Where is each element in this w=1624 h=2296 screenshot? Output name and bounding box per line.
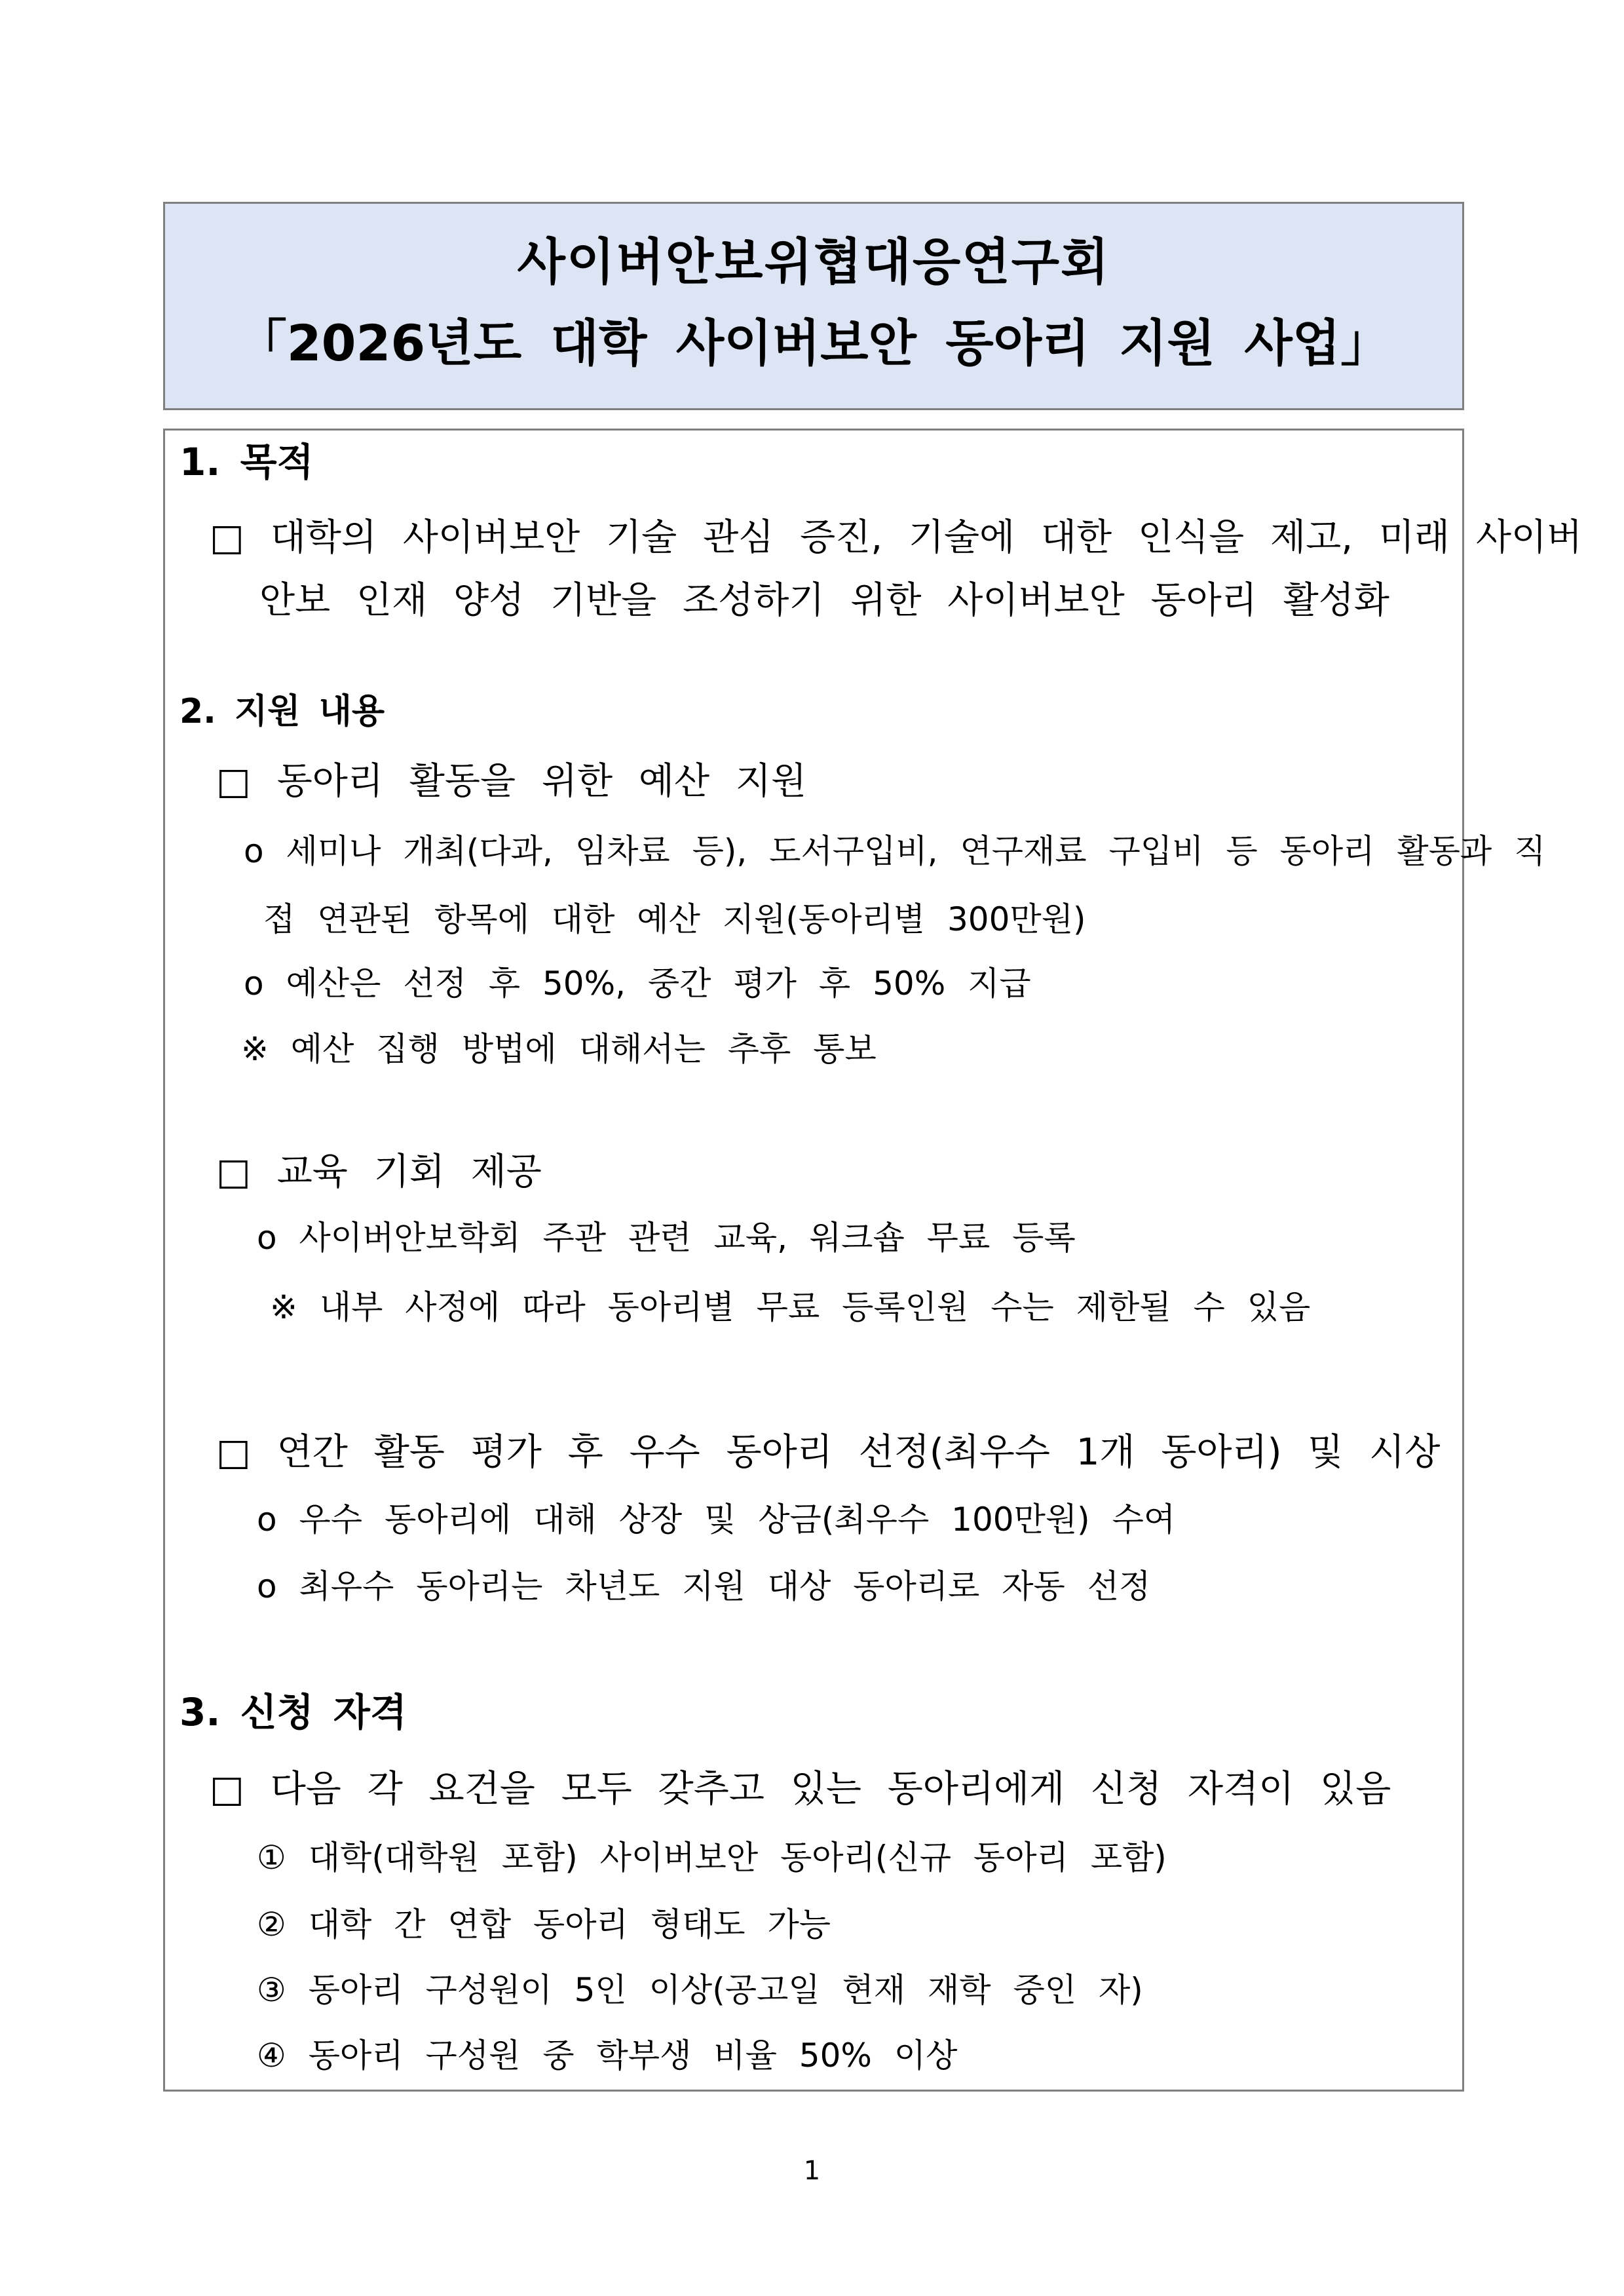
- support-subitem: o 우수 동아리에 대해 상장 및 상금(최우수 100만원) 수여: [257, 1501, 1176, 1539]
- content-box: [163, 429, 1583, 2092]
- section-heading-support: 2. 지원 내용: [179, 692, 385, 731]
- document-subtitle: 「2026년도 대학 사이버보안 동아리 지원 사업」: [236, 314, 1391, 372]
- title-box: [163, 202, 1464, 410]
- support-subitem: o 세미나 개최(다과, 임차료 등), 도서구입비, 연구재료 구입비 등 동아리 활동과 직: [244, 832, 1546, 870]
- eligibility-condition: ② 대학 간 연합 동아리 형태도 가능: [257, 1905, 831, 1943]
- support-item: □ 연간 활동 평가 후 우수 동아리 선정(최우수 1개 동아리) 및 시상: [216, 1431, 1441, 1474]
- eligibility-condition: ④ 동아리 구성원 중 학부생 비율 50% 이상: [257, 2037, 958, 2075]
- page-number: 1: [803, 2156, 821, 2186]
- eligibility-condition: ① 대학(대학원 포함) 사이버보안 동아리(신규 동아리 포함): [257, 1839, 1167, 1877]
- support-item: □ 교육 기회 제공: [216, 1151, 542, 1193]
- support-item: □ 동아리 활동을 위한 예산 지원: [216, 760, 807, 803]
- purpose-line: 안보 인재 양성 기반을 조성하기 위한 사이버보안 동아리 활성화: [259, 579, 1389, 622]
- support-subitem: o 예산은 선정 후 50%, 중간 평가 후 50% 지급: [244, 965, 1031, 1003]
- support-subitem: o 사이버안보학회 주관 관련 교육, 워크숍 무료 등록: [257, 1219, 1076, 1257]
- support-subitem: o 최우수 동아리는 차년도 지원 대상 동아리로 자동 선정: [257, 1567, 1151, 1605]
- section-heading-eligibility: 3. 신청 자격: [179, 1690, 407, 1734]
- section-heading-purpose: 1. 목적: [179, 440, 314, 484]
- support-subitem: 접 연관된 항목에 대한 예산 지원(동아리별 300만원): [263, 900, 1086, 938]
- document-title: 사이버안보위협대응연구회: [517, 233, 1110, 291]
- support-note: ※ 예산 집행 방법에 대해서는 추후 통보: [241, 1030, 877, 1068]
- purpose-line: □ 대학의 사이버보안 기술 관심 증진, 기술에 대한 인식을 제고, 미래 사이버: [210, 516, 1583, 559]
- eligibility-item: □ 다음 각 요건을 모두 갖추고 있는 동아리에게 신청 자격이 있음: [210, 1768, 1391, 1810]
- eligibility-condition: ③ 동아리 구성원이 5인 이상(공고일 현재 재학 중인 자): [257, 1971, 1143, 2009]
- support-note: ※ 내부 사정에 따라 동아리별 무료 등록인원 수는 제한될 수 있음: [270, 1288, 1311, 1326]
